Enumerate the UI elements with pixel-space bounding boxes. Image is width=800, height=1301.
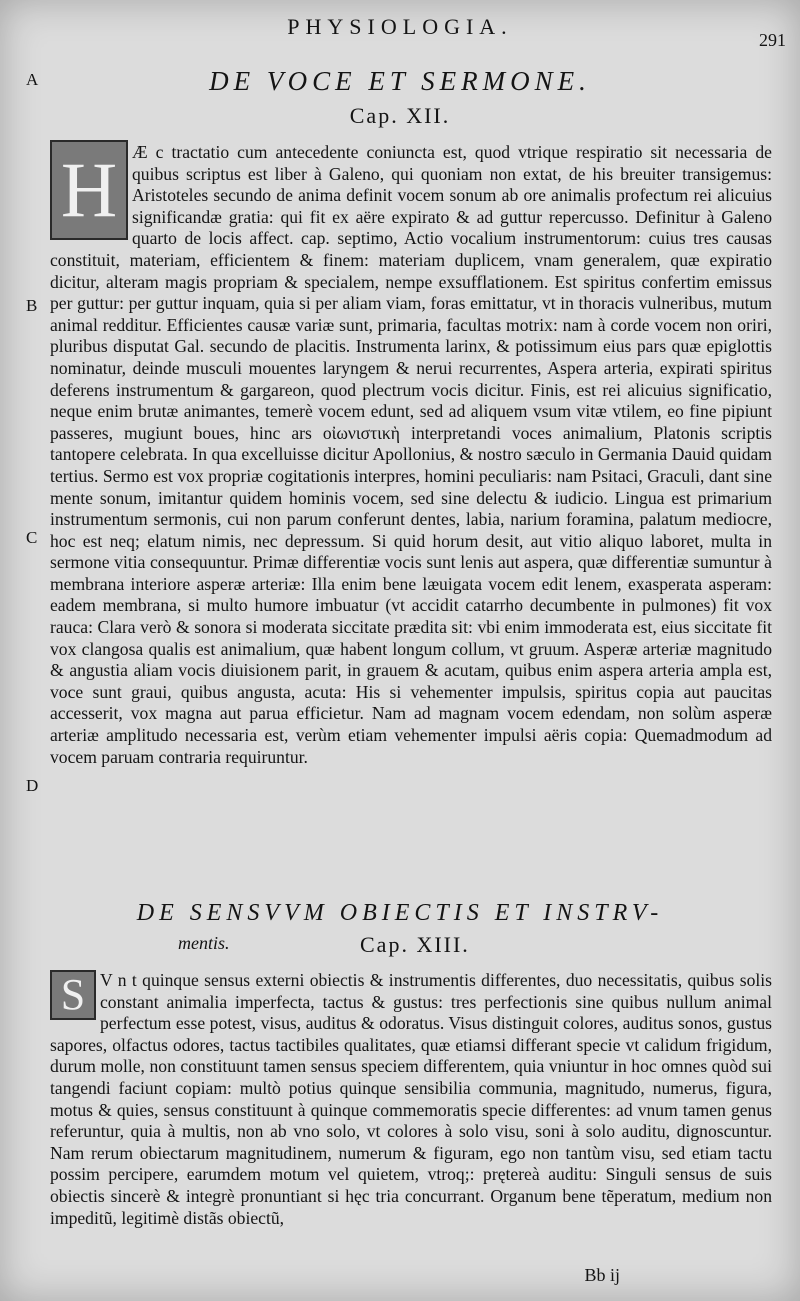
margin-letter-a: A — [26, 70, 39, 89]
chapter-heading-xii: Cap. XII. — [349, 103, 451, 128]
body-text-de-voce — [50, 142, 772, 887]
section-title-de-sensuum: DE SENSVVM OBIECTIS ET INSTRV- — [136, 900, 664, 926]
body-text-de-sensuum — [50, 970, 772, 1262]
initial-letter: S — [60, 970, 86, 1019]
margin-letter-c: C — [26, 528, 38, 547]
margin-letter-d: D — [26, 776, 39, 795]
section-title-de-voce: DE VOCE ET SERMONE. — [209, 66, 591, 96]
initial-spacer — [50, 142, 132, 242]
running-title: PHYSIOLOGIA. — [287, 14, 513, 39]
page-number: 291 — [759, 30, 786, 50]
body-text: Æ c tractatio cum antecedente coniuncta est, quod vtrique respiratio sit necessaria de quibus scriptus est liber à Galeno, qui quoniam non extat, de his breuiter transigemus: Aristoteles secundo de anima definit vocem sonum ab ore animalis profectum rei alicuius significandæ gratia: qui fit ex aëre expirato & ad guttur repercusso. Definitur à Galeno quarto de locis affect. cap. septimo, Actio vocalium instrumentorum: cuius tres causas constituit, materiam, efficientem & finem: materiam duplicem, vnam generalem, quæ expiratio dicitur, alteram magis propriam & specialem, nempe exsufflationem. Est spiritus confertim emissus per guttur: per guttur inquam, quia si per aliam viam, foras emittatur, vt in thoracis vulneribus, mutum animal redditur. Efficientes causæ variæ sunt, primaria, facultas motrix: nam à corde vocem non oriri, pluribus disputat Gal. secundo de placitis. Instrumenta larinx, & potissimum eius pars quæ epiglottis nominatur, deinde musculi mouentes laryngem & nerui recurrentes, Aspera arteria, expirati spiritus deferens instrumentum & gargareon, quod plectrum vocis dicitur. Finis, est rei alicuius significatio, neque enim brutæ animantes, temerè vocem edunt, sed ad aliquem vsum vitæ vtilem, eo fine pipiunt passeres, mugiunt boues, hinc ars οἰωνιστικὴ interpretandi voces animalium, Platonis scriptis tantopere celebrata. In qua excelluisse dicitur Apollonius, & nostro sæculo in Germania Dauid quidam tertius. Sermo est vox propriæ cogitationis interpres, homini peculiaris: nam Psitaci, Graculi, dant sine mente sonum, imitantur quidem hominis vocem, sed sine delectu & iudicio. Lingua est primarium instrumentum sermonis, cui non parum conferunt dentes, labia, narium foramina, palatum mediocre, hoc est neq; elatum nimis, nec depressum. Si quid horum desit, aut vitio aliquo laboret, multa in sermone vitia consequuntur. Primæ differentiæ vocis sunt lenis aut aspera, quæ differentiæ sumuntur à membrana interiore asperæ arteriæ: Illa enim bene læuigata vocem edit lenem, exasperata asperam: eadem membrana, si multo humore imbuatur (vt accidit catarrho decumbente in pulmones) fit vox rauca: Clara verò & sonora si moderata siccitate prædita sit: vbi enim immoderata est, eius siccitate fit vox clangosa qualis est animalium, quæ habent longum collum, vt gruum. Asperæ arteriæ magnitudo & angustia aliam vocis diuisionem parit, in grauem & acutam, quibus enim aspera arteria ampla est, voce sunt graui, quibus angusta, acuta: His si vehementer impulsis, spiritus copia aut paucitas accesserit, vox magna aut parua efficietur. Nam ad magnam vocem edendam, non solùm asperæ arteriæ amplitudo necessaria est, verùm etiam vehementer impulsi aëris copia: Quemadmodum ad vocem paruam contraria requiruntur. — [50, 142, 772, 767]
signature-mark: Bb ij — [584, 1265, 620, 1285]
section-title-continuation: mentis. — [178, 933, 230, 953]
body-text: V n t quinque sensus externi obiectis & instrumentis differentes, duo necessitatis, quibus solis constant animalia imperfecta, tactus & gustus: tres perfectionis sine quibus nullum animal perfectum esse potest, visus, auditus & odoratus. Visus distinguit colores, auditus sonos, gustus sapores, olfactus odores, tactus tactibiles qualitates, quæ etiamsi differant specie vt calidum frigidum, durum molle, non constituunt tamen sensus speciem differentem, quia vniuntur in hoc omnes quòd sui tangendi faciunt copiam: multò potius quinque sensibilia communia, magnitudo, numerus, figura, motus & quies, sensus constituunt à quinque commemoratis specie differentes: ad vnum tamen genus referuntur, quia à multis, non ab vno solo, vt colores à solo visu, soni à solo auditu, dignoscuntur. Nam rerum obiectarum magnitudinem, numerum & figuram, ego non tantùm visu, sed etiam tactu possim percipere, earumdem motum vel quietem, vtroq;: prętereà auditu: Singuli sensus de suis obiectis sincerè & integrè pronuntiant si hęc tria concurrant. Organum bene tẽperatum, medium non impeditũ, legitimè distãs obiectũ, — [50, 970, 772, 1228]
margin-letter-b: B — [26, 296, 38, 315]
initial-letter: H — [60, 146, 118, 233]
initial-spacer — [50, 970, 100, 1030]
chapter-heading-xiii: Cap. XIII. — [360, 932, 470, 957]
